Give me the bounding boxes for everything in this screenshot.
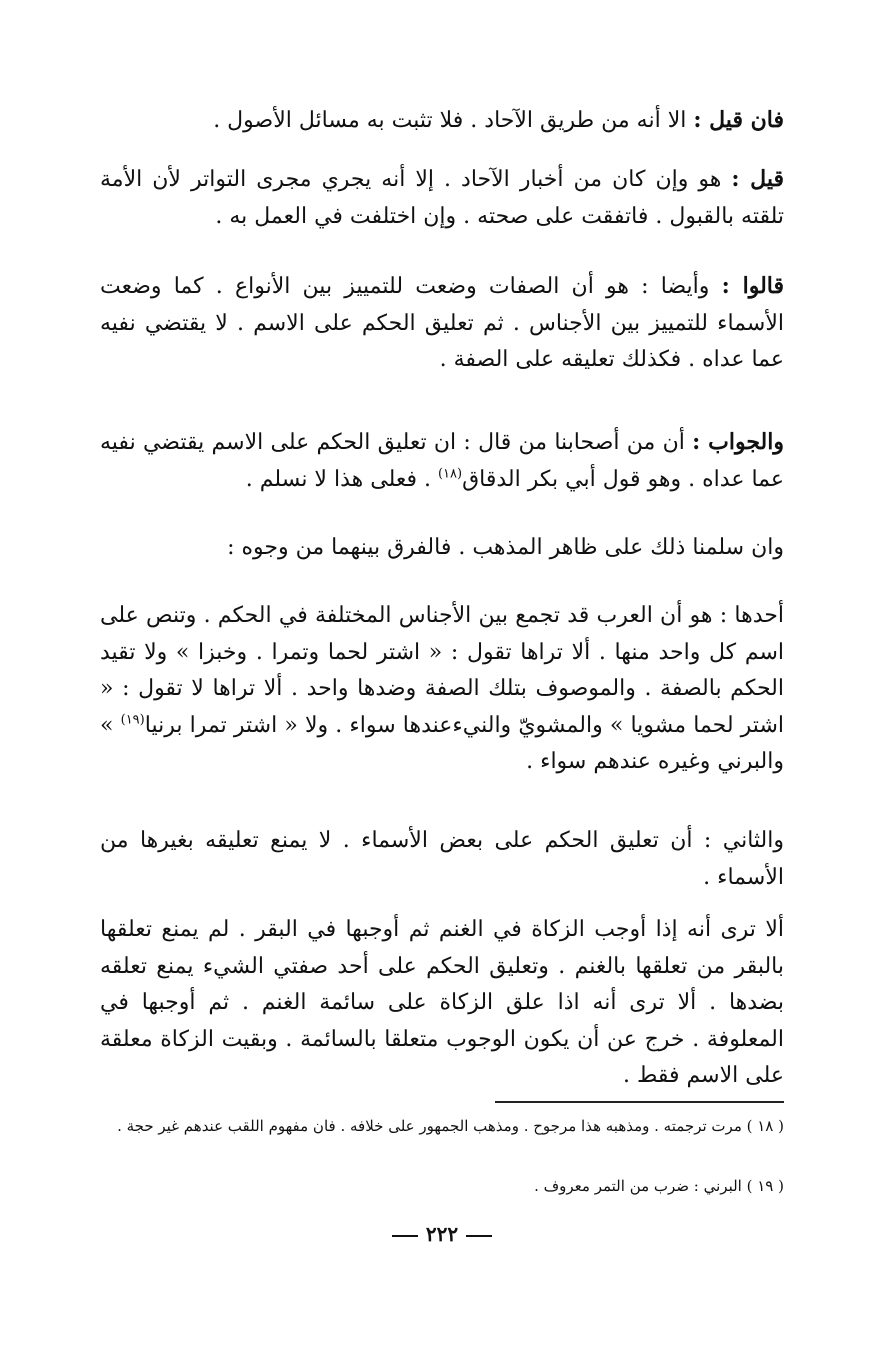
paragraph-text-tail: . فعلى هذا لا نسلم . — [245, 466, 431, 492]
page-number-dash-right — [466, 1235, 492, 1237]
footnote-divider — [495, 1101, 784, 1103]
paragraph-text: ألا ترى أنه إذا أوجب الزكاة في الغنم ثم أوجبها في البقر . لم يمنع تعلقها بالبقر من تعلقها بالغنم . وتعليق الحكم على أحد صفتي الشيء يمنع تعلقه بضدها . ألا ترى أنه اذا علق الزكاة على سائمة الغنم . ثم أوجبها في المعلوفة . خرج عن أن يكون الوجوب متعلقا بالسائمة . وبقيت الزكاة معلقة على الاسم فقط . — [100, 917, 784, 1088]
paragraph-text: والثاني : أن تعليق الحكم على بعض الأسماء . لا يمنع تعليقه بغيرها من الأسماء . — [100, 828, 784, 890]
footnote-19: ( ١٩ ) البرني : ضرب من التمر معروف . — [534, 1177, 784, 1195]
paragraph-lead: قالوا : — [721, 273, 785, 299]
footnote-18: ( ١٨ ) مرت ترجمته . ومذهبه هذا مرجوح . ومذهب الجمهور على خلافه . فان مفهوم اللقب عندهم غير حجة . — [117, 1117, 784, 1135]
paragraph-reply — [100, 161, 784, 235]
paragraph-second-aspect — [100, 823, 784, 896]
paragraph-first-aspect — [100, 598, 784, 781]
paragraph-answer — [100, 424, 784, 498]
page-number-value: ٢٢٢ — [425, 1222, 459, 1246]
paragraph-text: الا أنه من طريق الآحاد . فلا تثبت به مسائل الأصول . — [213, 108, 687, 133]
paragraph-lead: فان قيل : — [693, 107, 784, 133]
paragraph-text-tail: » والبرني وغيره عندهم سواء . — [100, 712, 784, 774]
paragraph-lead: قيل : — [731, 166, 784, 192]
paragraph-text: وأيضا : هو أن الصفات وضعت للتمييز بين الأنواع . كما وضعت الأسماء للتمييز بين الأجناس . ثم تعليق الحكم على الاسم . لا يقتضي نفيه عما عداه . فكذلك تعليقه على الصفة . — [100, 274, 784, 372]
paragraph-text: أن من أصحابنا من قال : ان تعليق الحكم على الاسم يقتضي نفيه عما عداه . وهو قول أبي بكر الدقاق — [100, 430, 784, 492]
footnote-ref-19[interactable]: (١٩) — [120, 712, 145, 728]
page-number-dash-left — [392, 1235, 418, 1237]
paragraph-lead: والجواب : — [692, 429, 784, 455]
paragraph-aspects-intro — [100, 530, 784, 567]
page-number — [0, 1222, 884, 1246]
paragraph-objection — [100, 102, 784, 140]
paragraph-text: وان سلمنا ذلك على ظاهر المذهب . فالفرق بينهما من وجوه : — [227, 535, 784, 560]
footnote-ref-18[interactable]: (١٨) — [437, 466, 463, 482]
paragraph-they-said — [100, 268, 784, 379]
paragraph-text: أحدها : هو أن العرب قد تجمع بين الأجناس المختلفة في الحكم . وتنص على اسم كل واحد منها . ألا تراها تقول : « اشتر لحما وتمرا . وخبزا » ولا تقيد الحكم بالصفة . والموصوف بتلك الصفة وضدها واحد . ألا تراها لا تقول : « اشتر لحما مشويا » والمشويّ والنيءعندها سواء . ولا « اشتر تمرا برنيا — [100, 603, 784, 738]
paragraph-text: هو وإن كان من أخبار الآحاد . إلا أنه يجري مجرى التواتر لأن الأمة تلقته بالقبول . فاتفقت على صحته . وإن اختلفت في العمل به . — [100, 167, 784, 229]
paragraph-example — [100, 912, 784, 1095]
